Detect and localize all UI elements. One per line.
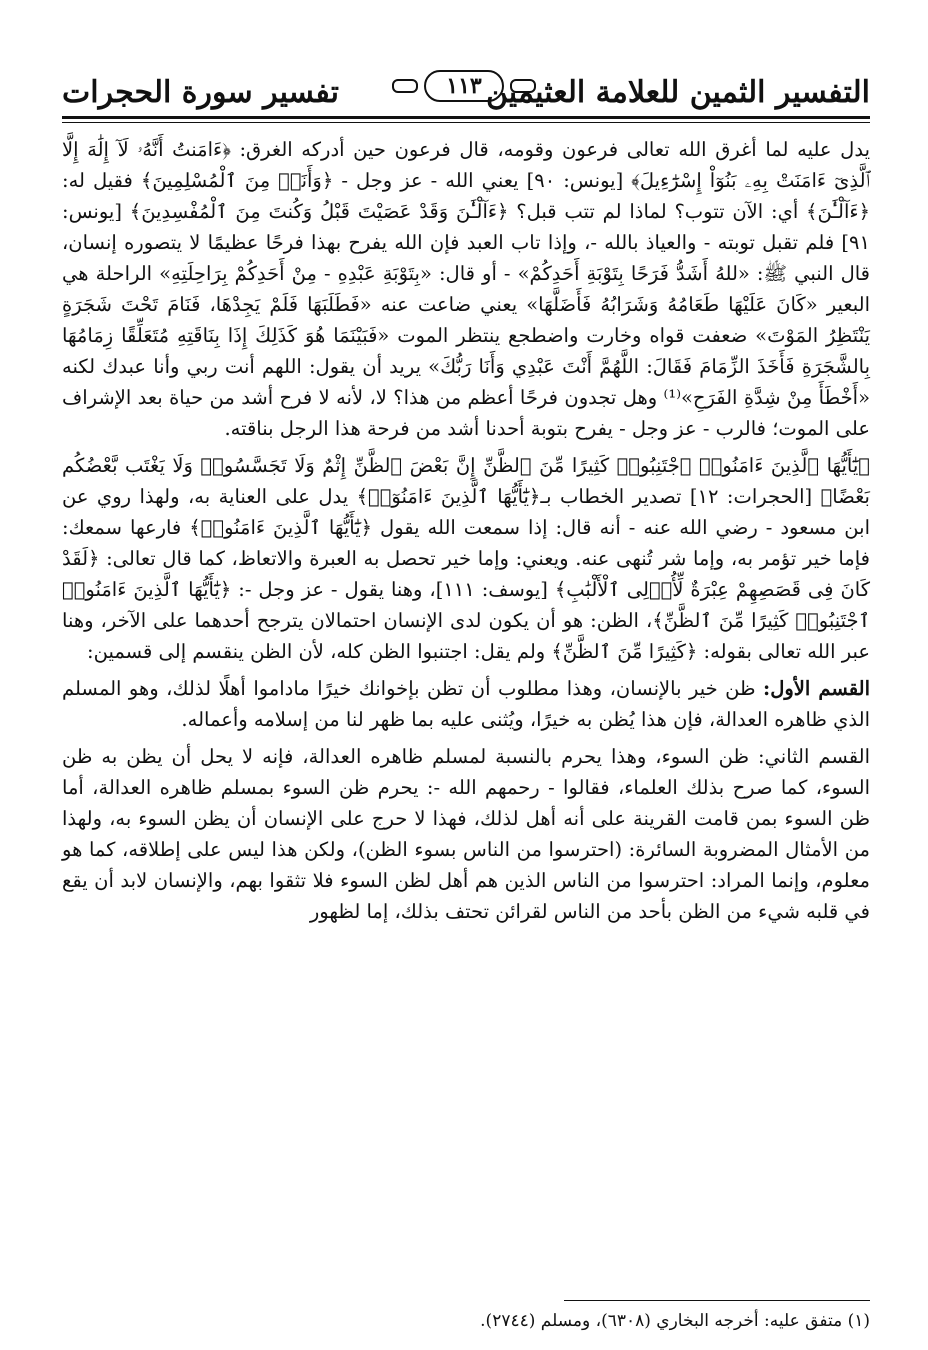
ornament-icon — [392, 79, 418, 93]
ornament-icon — [510, 79, 536, 93]
paragraph-2: ﴿يَٰٓأَيُّهَا ٱلَّذِينَ ءَامَنُوا۟ ٱجْتَنِبُوا۟ كَثِيرًا مِّنَ ٱلظَّنِّ إِنَّ بَعْضَ ٱلظَّنِّ إِثْمٌ وَلَا تَجَسَّسُوا۟ وَلَا يَغْتَب بَّعْضُكُم بَعْضًا﴾ [الحجرات: ١٢] تصدير الخطاب بـ﴿يَٰٓأَيُّهَا ٱلَّذِينَ ءَامَنُوٓا۟﴾ يدل على العناية به، ولهذا روي عن ابن مسعود - رضي الله عنه - أنه قال: إذا سمعت الله يقول ﴿يَٰٓأَيُّهَا ٱلَّذِينَ ءَامَنُوا۟﴾ فارعها سمعك: فإما خير تؤمر به، وإما شر تُنهى عنه. ويعني: وإما خير تحصل به العبرة والاتعاظ، كما قال تعالى: ﴿لَقَدْ كَانَ فِى قَصَصِهِمْ عِبْرَةٌ لِّأُو۟لِى ٱلْأَلْبَٰبِ﴾ [يوسف: ١١١]، وهنا يقول - عز وجل -: ﴿يَٰٓأَيُّهَا ٱلَّذِينَ ءَامَنُوا۟ ٱجْتَنِبُوا۟ كَثِيرًا مِّنَ ٱلظَّنِّ﴾، الظن: هو أن يكون لدى الإنسان احتمالان يترجح أحدهما على الآخر، وهنا عبر الله تعالى بقوله: ﴿كَثِيرًا مِّنَ ٱلظَّنِّ﴾ ولم يقل: اجتنبوا الظن كله، لأن الظن ينقسم إلى قسمين: — [62, 454, 871, 663]
paragraph-1: يدل عليه لما أغرق الله تعالى فرعون وقومه، قال فرعون حين أدركه الغرق: ﴿ءَامَنتُ أَنَّهُۥ لَآ إِلَٰهَ إِلَّا ٱلَّذِىٓ ءَامَنَتْ بِهِۦ بَنُوٓاْ إِسْرَٰٓءِيلَ﴾ [يونس: ٩٠] يعني الله - عز وجل - ﴿وَأَنَا۠ مِنَ ٱلْمُسْلِمِينَ﴾ فقيل له: ﴿ءَآلْـَٰٔنَ﴾ أي: الآن تتوب؟ لماذا لم تتب قبل؟ ﴿ءَآلْـَٰٔنَ وَقَدْ عَصَيْتَ قَبْلُ وَكُنتَ مِنَ ٱلْمُفْسِدِينَ﴾ [يونس: ٩١] فلم تقبل توبته - والعياذ بالله -، وإذا تاب العبد فإن الله يفرح بهذا فرحًا عظيمًا لا يتصوره إنسان، قال النبي ﷺ: «للهُ أَشَدُّ فَرَحًا بِتَوْبَةِ أَحَدِكُمْ» - أو قال: «بِتَوْبَةِ عَبْدِهِ - مِنْ أَحَدِكُمْ بِرَاحِلَتِهِ» الراحلة هي البعير «كَانَ عَلَيْهَا طَعَامُهُ وَشَرَابُهُ فَأَضَلَّهَا» يعني ضاعت عنه «فَطَلَبَهَا فَلَمْ يَجِدْهَا، فَنَامَ تَحْتَ شَجَرَةٍ يَنْتَظِرُ المَوْتَ» ضعفت قواه وخارت واضطجع ينتظر الموت «فَبَيْنَمَا هُوَ كَذَلِكَ إِذَا بِنَاقَتِهِ مُتَعَلِّقًا زِمَامُهَا بِالشَّجَرَةِ فَأَخَذَ الزِّمَامَ فَقَالَ: اللَّهُمَّ أَنْتَ عَبْدِي وَأَنَا رَبُّكَ» يريد أن يقول: اللهم أنت ربي وأنا عبدك لكنه «أَخْطَأَ مِنْ شِدَّةِ الفَرَحِ»⁽¹⁾ وهل تجدون فرحًا أعظم من هذا؟ لا، لأنه لا فرح أشد من حياة بعد الإشراف على الموت؛ فالرب - عز وجل - يفرح بتوبة أحدنا أشد من فرحة هذا الرجل بناقته. — [62, 138, 870, 440]
footnote-divider — [564, 1300, 870, 1301]
main-text — [62, 134, 870, 927]
section-lead: القسم الأول: — [763, 677, 870, 700]
paragraph-3: القسم الأول: ظن خير بالإنسان، وهذا مطلوب أن تظن بإخوانك خيرًا ماداموا أهلًا لذلك، وهو المسلم الذي ظاهره العدالة، فإن هذا يُظن به خيرًا، ويُثنى عليه بما ظهر لنا من إسلامه وأعماله. — [62, 677, 870, 731]
surah-title: تفسير سورة الحجرات — [62, 75, 339, 110]
header-divider — [62, 116, 870, 119]
page-number-badge — [392, 70, 536, 102]
paragraph-4: القسم الثاني: ظن السوء، وهذا يحرم بالنسبة لمسلم ظاهره العدالة، فإنه لا يحل أن يظن به ظن السوء، كما صرح بذلك العلماء، فقالوا - رحمهم الله -: يحرم ظن السوء بمسلم ظاهره العدالة، أما ظن السوء بمن قامت القرينة على أنه أهل لذلك، فهذا لا حرج على الإنسان أن يظن السوء به، ولهذا من الأمثال المضروبة السائرة: (احترسوا من الناس بسوء الظن)، ولكن هذا ليس على إطلاقه، كما هو معلوم، وإنما المراد: احترسوا من الناس الذين هم أهل لظن السوء فلا تثقوا بهم، والإنسان لابد أن يقع في قلبه شيء من الظن بأحد من الناس لقرائن تحتف بذلك، إما لظهور — [62, 745, 870, 923]
book-title: التفسير الثمين للعلامة العثيمين — [485, 75, 870, 110]
page-number: ١١٣ — [424, 70, 504, 102]
footnote: (١) متفق عليه: أخرجه البخاري (٦٣٠٨)، ومسلم (٢٧٤٤). — [480, 1311, 870, 1331]
header-divider-thin — [62, 122, 870, 123]
